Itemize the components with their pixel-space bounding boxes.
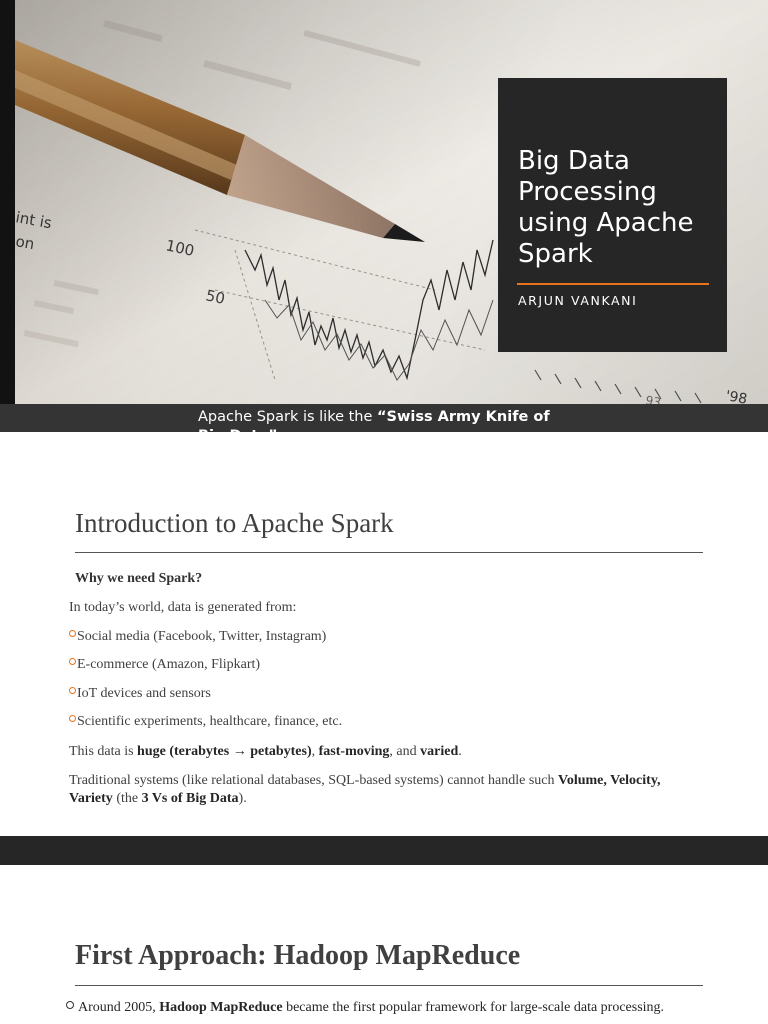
intro-text: In today’s world, data is generated from: bbox=[69, 600, 297, 615]
list-item bbox=[69, 657, 260, 673]
title-underline bbox=[75, 552, 703, 553]
slide-subtitle: Why we need Spark? bbox=[75, 571, 203, 586]
bold-run: fast-moving bbox=[318, 744, 390, 759]
text-run: Traditional systems (like relational databases, SQL-based systems) cannot handle such bbox=[69, 773, 558, 788]
title-accent-rule bbox=[517, 283, 709, 285]
presentation-title: Big Data Processing using Apache Spark bbox=[518, 146, 694, 269]
title-slide bbox=[0, 0, 768, 432]
bullet-circle-icon bbox=[69, 630, 76, 637]
text-run: , bbox=[311, 744, 319, 759]
text-run: became the first popular framework for large-scale data processing. bbox=[282, 1000, 665, 1015]
caption-bold-text: “Swiss Army Knife of bbox=[377, 409, 550, 425]
title-underline bbox=[75, 985, 703, 986]
traditional-systems-paragraph bbox=[69, 772, 679, 808]
bold-run: huge (terabytes → petabytes) bbox=[137, 744, 312, 759]
list-item-text: E-commerce (Amazon, Flipkart) bbox=[77, 657, 261, 672]
slide-left-edge bbox=[0, 0, 15, 432]
list-item-text: Social media (Facebook, Twitter, Instagram) bbox=[77, 629, 327, 644]
list-item-text: Scientific experiments, healthcare, finance, etc. bbox=[77, 714, 343, 729]
text-run: . bbox=[458, 744, 462, 759]
data-description bbox=[69, 744, 462, 760]
slide-title: Introduction to Apache Spark bbox=[75, 508, 394, 538]
list-item bbox=[69, 714, 342, 730]
bold-run: Volume, Velocity, Variety bbox=[69, 773, 661, 806]
caption-bar bbox=[0, 404, 768, 432]
text-run: , and bbox=[389, 744, 421, 759]
text-run: This data is bbox=[69, 744, 138, 759]
slide-title: First Approach: Hadoop MapReduce bbox=[75, 940, 521, 971]
list-item bbox=[69, 629, 326, 645]
bullet-circle-icon bbox=[69, 687, 76, 694]
title-box bbox=[498, 78, 727, 352]
bold-run: Hadoop MapReduce bbox=[159, 1000, 283, 1015]
author-name: ARJUN VANKANI bbox=[518, 293, 638, 308]
list-item-text: IoT devices and sensors bbox=[77, 686, 211, 701]
bullet-circle-icon bbox=[66, 1001, 74, 1009]
text-run: Around 2005, bbox=[78, 1000, 160, 1015]
list-item bbox=[69, 686, 211, 702]
bullet-circle-icon bbox=[69, 658, 76, 665]
slide-divider bbox=[0, 836, 768, 865]
intro-slide bbox=[0, 432, 768, 836]
caption-text: Apache Spark is like the bbox=[198, 409, 378, 425]
list-item bbox=[66, 1000, 664, 1016]
bullet-circle-icon bbox=[69, 715, 76, 722]
hadoop-slide bbox=[0, 865, 768, 1024]
bold-run: varied bbox=[420, 744, 459, 759]
bold-run: 3 Vs of Big Data bbox=[141, 791, 239, 806]
text-run: (the bbox=[112, 791, 142, 806]
text-run: ). bbox=[238, 791, 247, 806]
